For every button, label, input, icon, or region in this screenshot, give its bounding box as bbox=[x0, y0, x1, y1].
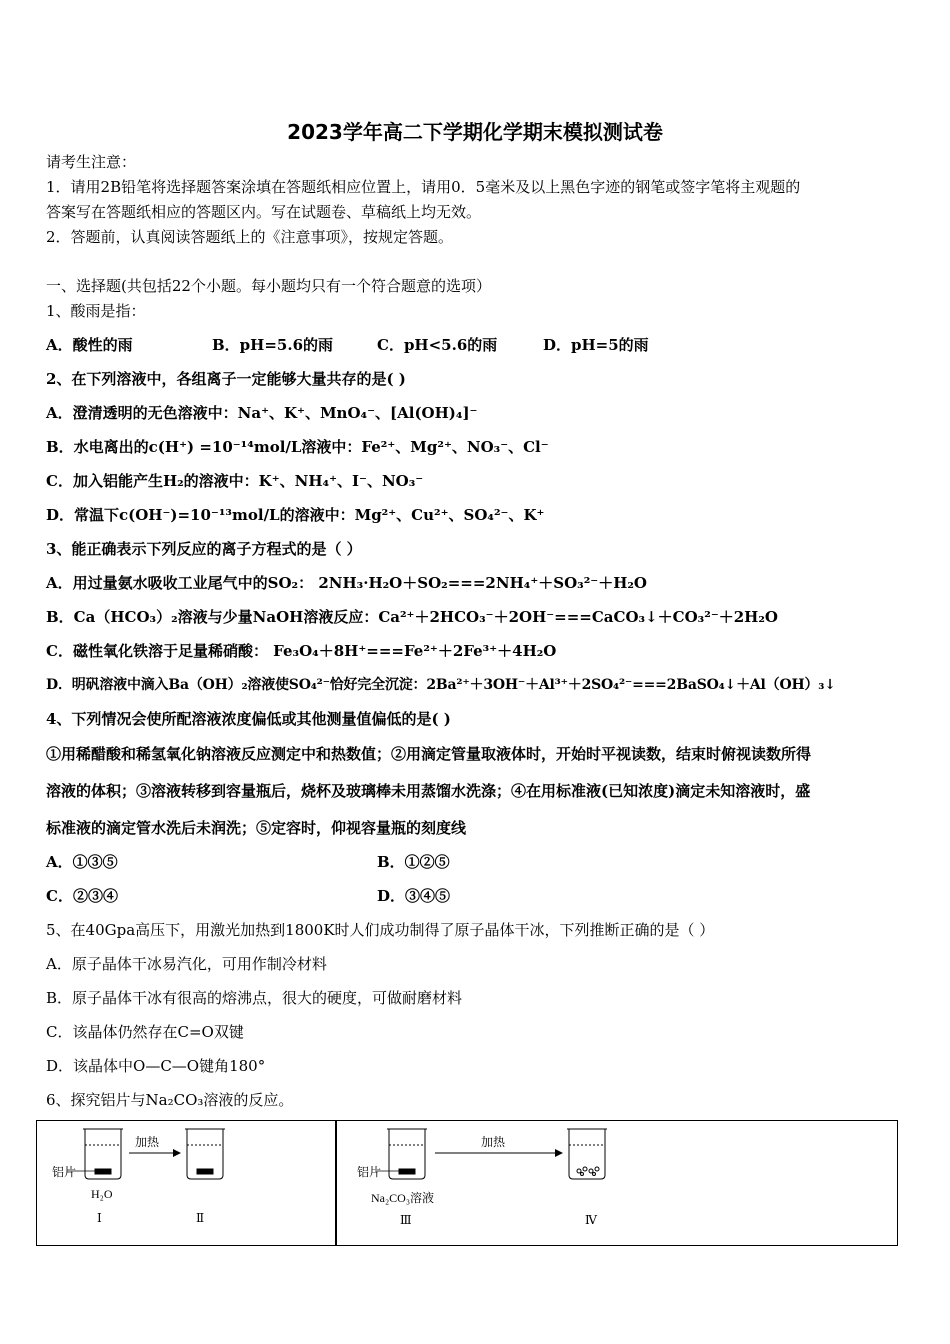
q2-option-d: D．常温下c(OH⁻)=10⁻¹³mol/L的溶液中：Mg²⁺、Cu²⁺、SO₄²⁻、K⁺ bbox=[46, 506, 545, 524]
left-solution-label: H₂O bbox=[91, 1187, 113, 1201]
q2-option-b: B．水电离出的c(H⁺) =10⁻¹⁴mol/L溶液中：Fe²⁺、Mg²⁺、NO₃⁻、Cl⁻ bbox=[46, 438, 549, 456]
q5-option-d: D．该晶体中O—C—O键角180° bbox=[46, 1057, 266, 1075]
right-apparatus bbox=[337, 1121, 897, 1245]
right-solution-label: Na₂CO₃溶液 bbox=[371, 1191, 435, 1205]
arrow-icon bbox=[129, 1149, 181, 1157]
beaker-icon bbox=[83, 1129, 123, 1179]
q4-option-b: B．①②⑤ bbox=[377, 853, 450, 871]
q2-option-a: A．澄清透明的无色溶液中：Na⁺、K⁺、MnO₄⁻、[Al(OH)₄]⁻ bbox=[46, 404, 478, 422]
q4-option-d: D．③④⑤ bbox=[377, 887, 451, 905]
right-heat-label: 加热 bbox=[481, 1135, 506, 1149]
q4-option-c: C．②③④ bbox=[46, 887, 118, 905]
left-piece-label: 铝片 bbox=[52, 1165, 77, 1179]
q6-stem: 6、探究铝片与Na₂CO₃溶液的反应。 bbox=[46, 1091, 294, 1109]
notice-heading: 请考生注意： bbox=[46, 153, 137, 171]
left-heat-label: 加热 bbox=[135, 1135, 160, 1149]
q1-option-c: C．pH<5.6的雨 bbox=[377, 336, 498, 354]
q2-option-c: C．加入铝能产生H₂的溶液中：K⁺、NH₄⁺、I⁻、NO₃⁻ bbox=[46, 472, 424, 490]
q5-option-a: A．原子晶体干冰易汽化，可用作制冷材料 bbox=[46, 955, 327, 973]
q3-option-c: C．磁性氧化铁溶于足量稀硝酸： Fe₃O₄＋8H⁺===Fe²⁺＋2Fe³⁺＋4H₂O bbox=[46, 642, 557, 660]
label-I: Ⅰ bbox=[97, 1211, 102, 1225]
experiment-figure bbox=[36, 1120, 898, 1246]
section-title: 一、选择题(共包括22个小题。每小题均只有一个符合题意的选项） bbox=[46, 277, 491, 295]
q1-option-b: B．pH=5.6的雨 bbox=[212, 336, 334, 354]
q4-para-line3: 标准液的滴定管水洗后未润洗；⑤定容时，仰视容量瓶的刻度线 bbox=[46, 819, 467, 837]
label-III: Ⅲ bbox=[400, 1213, 412, 1227]
q3-option-d: D．明矾溶液中滴入Ba（OH）₂溶液使SO₄²⁻恰好完全沉淀：2Ba²⁺＋3OH⁻＋Al³⁺＋2SO₄²⁻===2BaSO₄↓＋Al（OH）₃↓ bbox=[46, 677, 836, 693]
q5-option-c: C．该晶体仍然存在C=O双键 bbox=[46, 1023, 244, 1041]
beaker-icon bbox=[387, 1129, 427, 1179]
beaker-icon bbox=[185, 1129, 225, 1179]
q2-stem: 2、在下列溶液中，各组离子一定能够大量共存的是( ) bbox=[46, 370, 406, 388]
beaker-icon bbox=[567, 1129, 607, 1179]
q4-para-line2: 溶液的体积；③溶液转移到容量瓶后，烧杯及玻璃棒未用蒸馏水洗涤；④在用标准液(已知浓度)滴定未知溶液时，盛 bbox=[46, 782, 811, 800]
q5-stem: 5、在40Gpa高压下，用激光加热到1800K时人们成功制得了原子晶体干冰，下列推断正确的是（ ） bbox=[46, 921, 715, 939]
q1-option-a: A．酸性的雨 bbox=[46, 336, 133, 354]
left-apparatus bbox=[37, 1121, 335, 1245]
q4-para-line1: ①用稀醋酸和稀氢氧化钠溶液反应测定中和热数值；②用滴定管量取液体时，开始时平视读数，结束时俯视读数所得 bbox=[46, 745, 812, 763]
q5-option-b: B．原子晶体干冰有很高的熔沸点，很大的硬度，可做耐磨材料 bbox=[46, 989, 463, 1007]
page-title: 2023学年高二下学期化学期末模拟测试卷 bbox=[287, 120, 663, 144]
q1-stem: 1、酸雨是指： bbox=[46, 302, 146, 320]
q1-option-d: D．pH=5的雨 bbox=[543, 336, 649, 354]
label-II: Ⅱ bbox=[196, 1211, 205, 1225]
notice-item1-line2: 答案写在答题纸相应的答题区内。写在试题卷、草稿纸上均无效。 bbox=[46, 203, 482, 221]
right-piece-label: 铝片 bbox=[357, 1165, 382, 1179]
q4-stem: 4、下列情况会使所配溶液浓度偏低或其他测量值偏低的是( ) bbox=[46, 710, 451, 728]
arrow-icon bbox=[435, 1149, 563, 1157]
q3-option-b: B．Ca（HCO₃）₂溶液与少量NaOH溶液反应：Ca²⁺＋2HCO₃⁻＋2OH⁻===CaCO₃↓＋CO₃²⁻＋2H₂O bbox=[46, 608, 778, 626]
q3-stem: 3、能正确表示下列反应的离子方程式的是（ ） bbox=[46, 540, 362, 558]
notice-item1-line1: 1．请用2B铅笔将选择题答案涂填在答题纸相应位置上，请用0．5毫米及以上黑色字迹的钢笔或签字笔将主观题的 bbox=[46, 178, 801, 196]
notice-item2: 2．答题前，认真阅读答题纸上的《注意事项》，按规定答题。 bbox=[46, 228, 454, 246]
label-IV: Ⅳ bbox=[585, 1213, 597, 1227]
q4-option-a: A．①③⑤ bbox=[46, 853, 118, 871]
q3-option-a: A．用过量氨水吸收工业尾气中的SO₂： 2NH₃·H₂O＋SO₂===2NH₄⁺＋SO₃²⁻＋H₂O bbox=[46, 574, 647, 592]
